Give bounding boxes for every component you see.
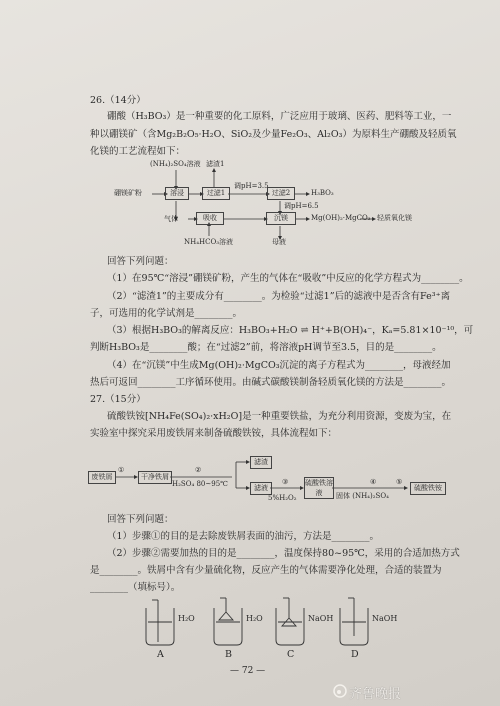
q27-question: （1）步骤①的目的是去除废铁屑表面的油污，方法是________。	[107, 531, 380, 542]
flow-step1: ①	[118, 466, 125, 474]
flow-h2o2: 5%H₂O₂	[268, 494, 297, 502]
q26-question: 热后可返回________工序循环使用。由碱式碳酸镁制备轻质氧化镁的方法是________。	[90, 377, 452, 388]
flow-final-box: 硫酸铁铵	[410, 482, 446, 495]
q27-question: 是________。铁屑中含有少量硫化物，反应产生的气体需要净化处理，合适的装置为	[90, 565, 442, 576]
q26-intro-line: 种以硼镁矿（含Mg₂B₂O₅·H₂O、SiO₂及少量Fe₂O₃、Al₂O₃）为原料生产硼酸及轻质氧	[90, 129, 457, 140]
flow-filter2-box: 过滤2	[267, 187, 295, 200]
flow-step4: ④	[370, 478, 377, 486]
apparatus-b-reagent: H₂O	[246, 614, 263, 623]
flow-h3bo3: H₃BO₃	[311, 189, 334, 197]
apparatus-a-reagent: H₂O	[178, 614, 195, 623]
page-number: — 72 —	[230, 666, 266, 676]
q26-question: （4）在“沉镁”中生成Mg(OH)₂·MgCO₃沉淀的离子方程式为________，母液经加	[107, 360, 451, 371]
watermark-logo: 齐鲁晚报	[349, 687, 402, 702]
q26-question: （1）在95℃“溶浸”硼镁矿粉，产生的气体在“吸收”中反应的化学方程式为________。	[107, 273, 469, 284]
flow-nh4hco3: NH₄HCO₃溶液	[184, 238, 234, 246]
flow-reagent: (NH₄)₂SO₄溶液	[150, 160, 201, 168]
q26-intro-line: 化镁的工艺流程如下：	[90, 146, 186, 157]
flow-solid: 固体 (NH₄)₂SO₄	[336, 492, 389, 500]
flow-ph35: 调pH=3.5	[234, 182, 269, 190]
apparatus-c-label: C	[287, 649, 295, 660]
q27-intro-line: 硫酸铁铵[NH₄Fe(SO₄)₂·xH₂O]是一种重要铁盐，为充分利用资源，变废为宝，在	[107, 411, 452, 422]
apparatus-a-label: A	[157, 649, 164, 660]
flow-precip-box: 沉镁	[266, 212, 296, 225]
q26-header: 26.（14分）	[90, 95, 146, 106]
q27-question: （2）步骤②需要加热的目的是________，温度保持80~95℃，采用的合适加热方式	[107, 548, 460, 559]
flow-filtrate-box: 滤液	[250, 482, 272, 495]
q26-question: （3）根据H₃BO₃的解离反应：H₃BO₃+H₂O ⇌ H⁺+B(OH)₄⁻，Kₐ=5.81×10⁻¹⁰，可	[107, 325, 474, 336]
flow-acid: H₂SO₄ 80~95℃	[172, 480, 228, 488]
q27-question: ________（填标号）。	[90, 582, 181, 593]
flow-product: Mg(OH)₂·MgCO₃	[311, 214, 371, 222]
apparatus-d-reagent: NaOH	[372, 614, 398, 623]
q26-question: （2）“滤渣1”的主要成分有________。为检验“过滤1”后的滤液中是否含有Fe³⁺离	[107, 291, 451, 302]
apparatus-c-reagent: NaOH	[308, 614, 334, 623]
q26-prompt: 回答下列问题：	[107, 256, 174, 267]
apparatus-d-label: D	[351, 649, 359, 660]
flow-ph65: 调pH=6.5	[284, 202, 319, 210]
flow-absorb-box: 吸收	[196, 212, 224, 225]
flow-dissolve-box: 溶浸	[165, 187, 189, 200]
q26-intro-line: 硼酸（H₃BO₃）是一种重要的化工原料，广泛应用于玻璃、医药、肥料等工业，一	[107, 111, 452, 122]
flow-raw: 硼镁矿粉	[114, 189, 142, 197]
flow-residue: 滤渣1	[206, 160, 225, 168]
flow-step5: ⑤	[396, 478, 403, 486]
q27-prompt: 回答下列问题：	[107, 514, 174, 525]
flow-step2: ②	[195, 466, 202, 474]
q26-question: 判断H₃BO₃是________酸；在“过滤2”前，将溶液pH调节至3.5，目的是________。	[90, 342, 442, 353]
flow-filter1-box: 过滤1	[202, 187, 230, 200]
flow-mother-liquor: 母液	[272, 238, 286, 246]
flow-step3: ③	[282, 478, 289, 486]
q27-header: 27.（15分）	[90, 394, 146, 405]
flow-clean-box: 干净铁屑	[138, 471, 172, 484]
flow-scrap-box: 废铁屑	[88, 471, 116, 484]
flow-gas: 气体	[164, 215, 178, 223]
flow-light-mgo: 轻质氧化镁	[377, 214, 412, 222]
apparatus-b-label: B	[225, 649, 232, 660]
q27-intro-line: 实验室中探究采用废铁屑来制备硫酸铁铵，具体流程如下：	[90, 428, 338, 439]
flow-residue-box: 滤渣	[250, 456, 272, 469]
q26-question: 子，可选用的化学试剂是________。	[90, 308, 243, 319]
flow-solution-box: 硫酸铁溶液	[305, 479, 333, 497]
